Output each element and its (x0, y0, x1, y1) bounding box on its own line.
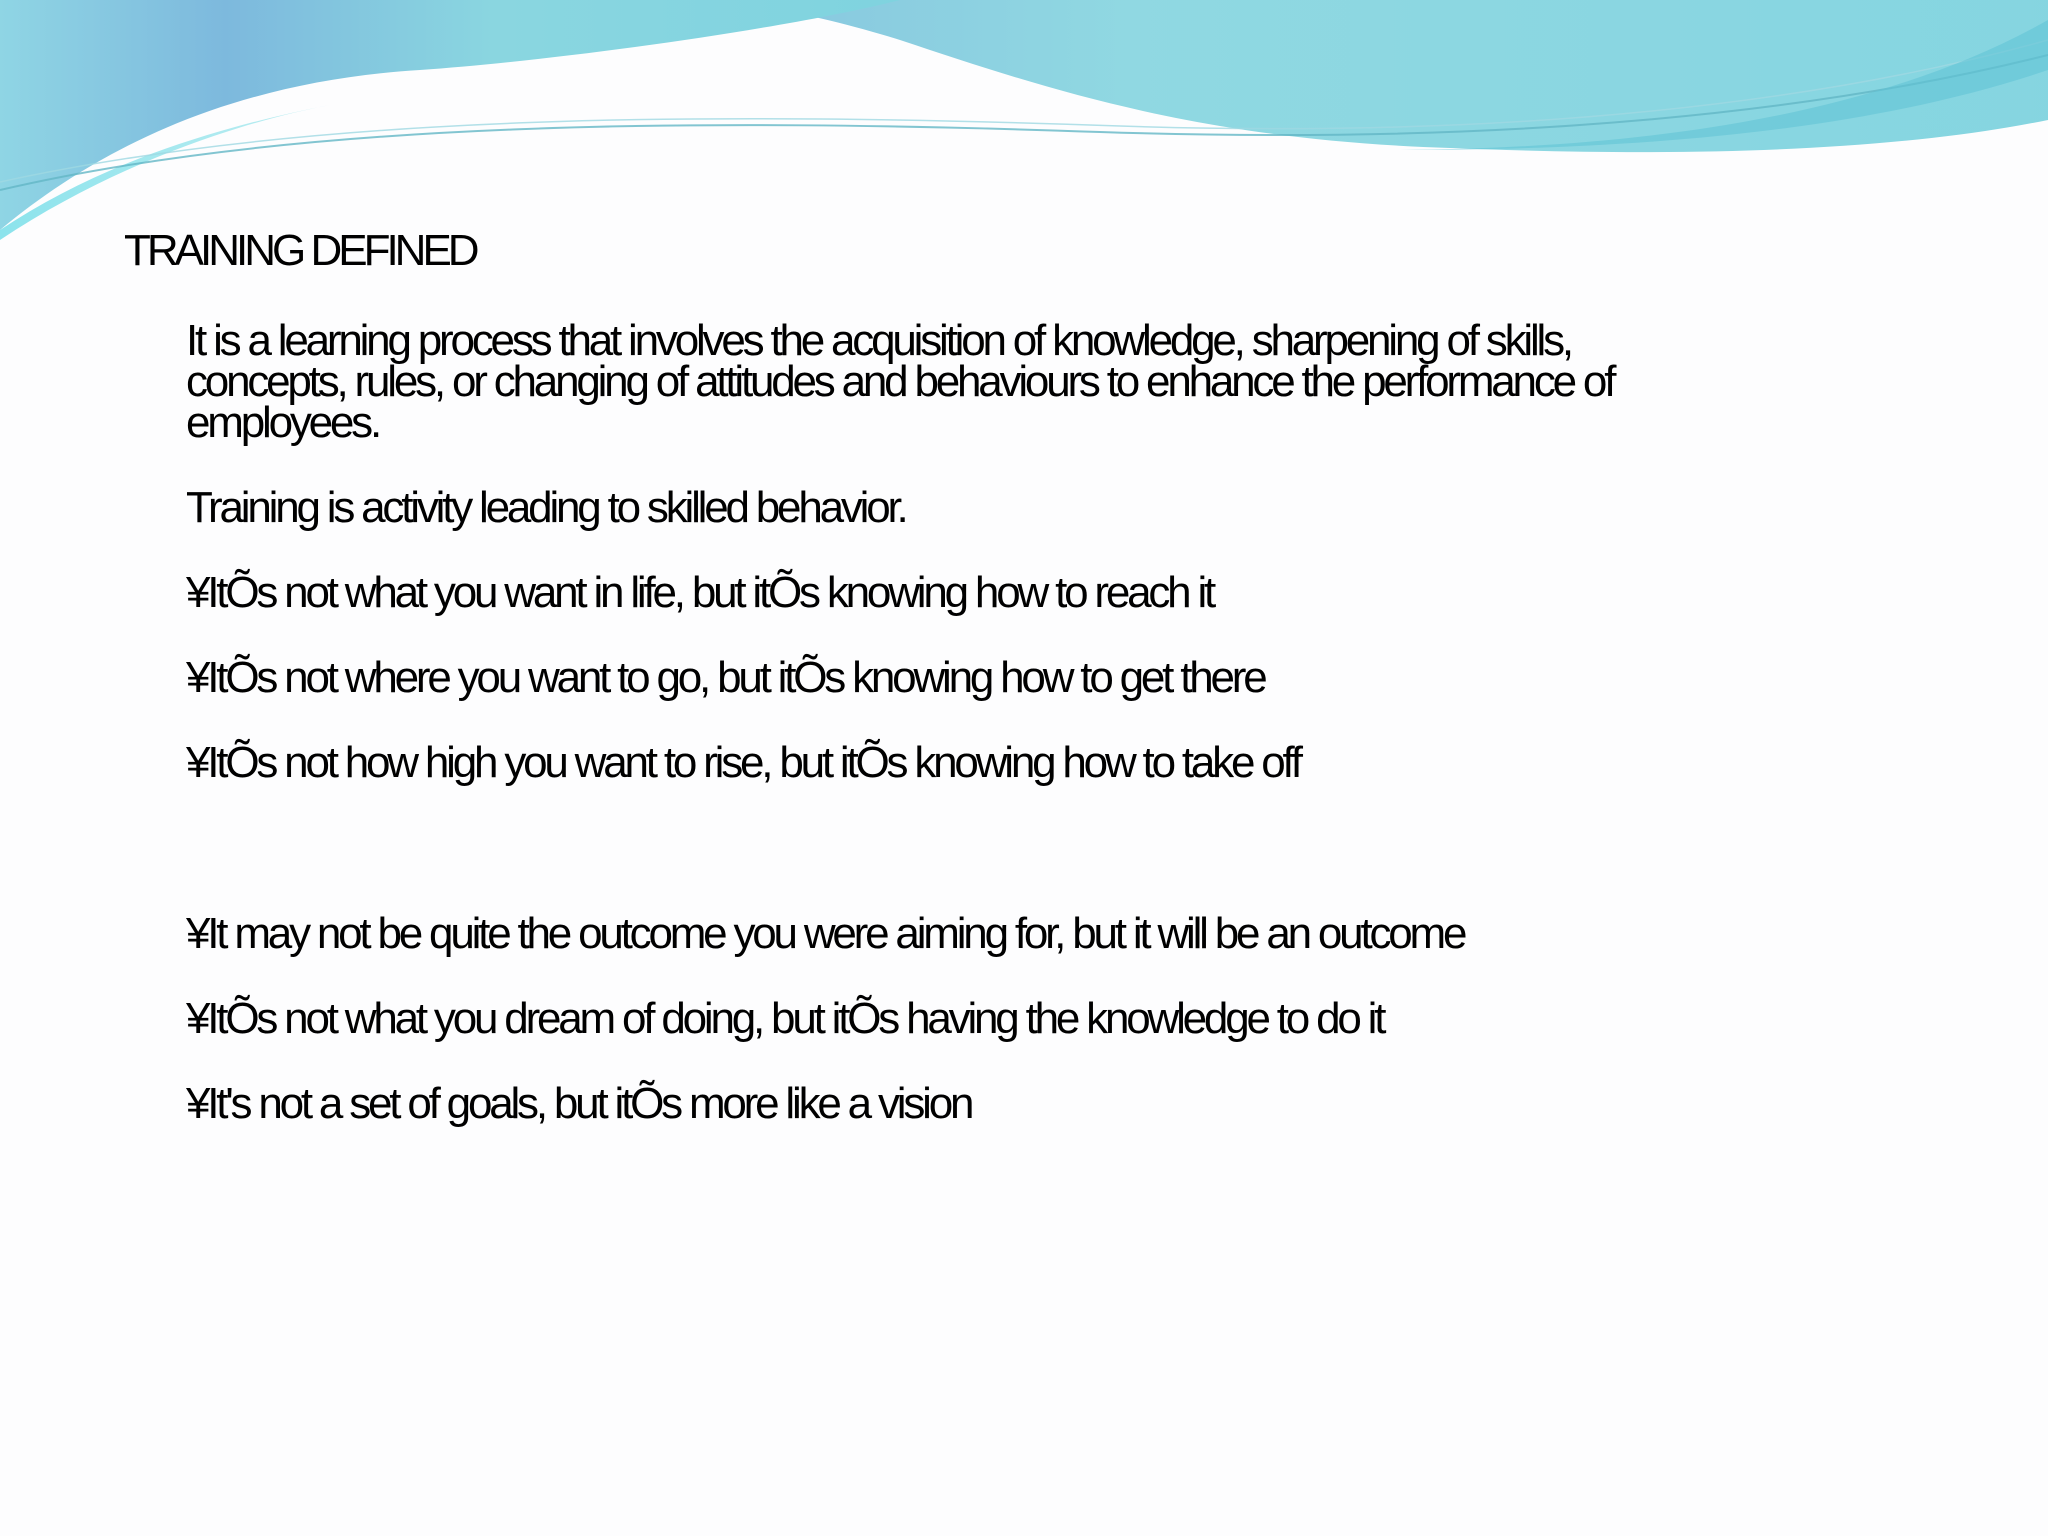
quote-item: ¥It's not a set of goals, but itÕs more like a vision (186, 1079, 972, 1128)
quote-item: ¥ItÕs not what you want in life, but itÕs knowing how to reach it (186, 568, 1214, 617)
definition-line: It is a learning process that involves the acquisition of knowledge, sharpening of skills, (186, 316, 1571, 365)
quote-item: ¥ItÕs not what you dream of doing, but itÕs having the knowledge to do it (186, 994, 1384, 1043)
definition-line: employees. (186, 398, 380, 447)
slide-body (186, 316, 1886, 1128)
wave-header-decoration (0, 0, 2048, 240)
statement-text: Training is activity leading to skilled behavior. (186, 483, 906, 532)
definition-line: concepts, rules, or changing of attitudes and behaviours to enhance the performance of (186, 357, 1614, 406)
quote-item: ¥ItÕs not where you want to go, but itÕs knowing how to get there (186, 653, 1265, 702)
quote-item: ¥ItÕs not how high you want to rise, but itÕs knowing how to take off (186, 738, 1300, 787)
slide-title: TRAINING DEFINED (124, 226, 476, 275)
definition-paragraph (186, 316, 1886, 447)
quote-item: ¥It may not be quite the outcome you were aiming for, but it will be an outcome (186, 909, 1465, 958)
